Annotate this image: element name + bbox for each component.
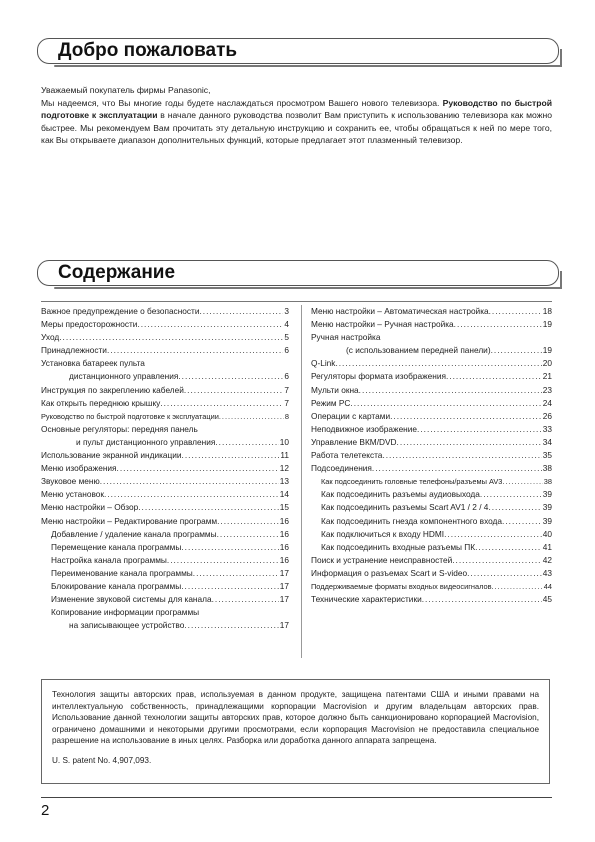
toc-leader-dots (217, 515, 279, 528)
toc-entry-page: 41 (542, 541, 552, 552)
toc-right-column (311, 305, 552, 606)
toc-leader-dots (100, 475, 279, 488)
toc-leader-dots (446, 370, 542, 383)
toc-entry-page: 3 (284, 306, 289, 316)
toc-entry-page: 15 (279, 502, 289, 513)
toc-entry-title: Изменение звуковой системы для канала (51, 594, 212, 605)
toc-leader-dots (372, 462, 542, 475)
toc-entry (41, 619, 289, 632)
toc-entry (41, 410, 289, 423)
toc-entry-page: 39 (542, 515, 552, 526)
toc-entry (41, 475, 289, 488)
toc-leader-dots (350, 397, 541, 410)
toc-entry-title: Установка батареек пульта (41, 358, 145, 369)
toc-entry (41, 423, 289, 436)
toc-entry-page: 17 (279, 567, 289, 578)
toc-entry-title: (с использованием передней панели) (346, 345, 491, 356)
toc-leader-dots (454, 318, 542, 331)
toc-leader-dots (382, 449, 541, 462)
toc-entry (311, 397, 552, 410)
toc-leader-dots (193, 567, 279, 580)
toc-entry-title: Настройка канала программы (51, 554, 167, 565)
toc-entry-page: 19 (542, 319, 552, 330)
toc-leader-dots (467, 567, 542, 580)
toc-entry-title: Как подсоединить входные разъемы ПК (321, 541, 476, 552)
toc-entry-title: Как подсоединить разъемы аудиовыхода (321, 489, 480, 500)
toc-entry-page: 17 (279, 620, 289, 631)
toc-entry (41, 436, 289, 449)
toc-entry-title: Режим PC (311, 397, 351, 408)
toc-entry-title: Q-Link (311, 358, 336, 369)
toc-entry-title: Принадлежности (41, 345, 107, 356)
toc-leader-dots (475, 541, 542, 554)
toc-entry (41, 449, 289, 462)
toc-entry (311, 370, 552, 383)
toc-entry-page: 16 (279, 515, 289, 526)
toc-leader-dots (417, 423, 542, 436)
toc-entry-page: 16 (279, 528, 289, 539)
toc-entry-title: Как открыть переднюю крышку (41, 397, 161, 408)
toc-entry-page: 6 (284, 371, 289, 382)
toc-entry-page: 13 (279, 476, 289, 487)
toc-entry (311, 515, 552, 528)
toc-entry-page: 38 (543, 477, 552, 487)
toc-entry-page: 19 (542, 345, 552, 356)
toc-entry (311, 305, 552, 318)
quick-guide-emphasis: Руководство по быстрой подготовке к эксплуатации (41, 97, 552, 121)
toc-entry-title: Переименование канала программы (51, 567, 193, 578)
toc-entry-page: 33 (542, 423, 552, 434)
toc-leader-dots (397, 436, 542, 449)
toc-entry (41, 528, 289, 541)
toc-leader-dots (107, 344, 283, 357)
toc-entry-page: 39 (542, 489, 552, 500)
toc-entry-page: 24 (542, 397, 552, 408)
toc-entry (311, 528, 552, 541)
toc-entry-title: Поиск и устранение неисправностей (311, 554, 453, 565)
toc-entry-page: 42 (542, 554, 552, 565)
welcome-text (41, 84, 552, 147)
toc-entry (41, 462, 289, 475)
contents-header (37, 260, 559, 286)
page-number: 2 (41, 802, 50, 819)
welcome-title: Добро пожаловать (58, 40, 238, 61)
toc-entry-page: 14 (279, 489, 289, 500)
toc-entry (311, 384, 552, 397)
toc-entry-title: Работа телетекста (311, 450, 383, 461)
toc-entry (311, 436, 552, 449)
toc-entry-title: Меню настройки – Автоматическая настройка (311, 306, 489, 316)
toc-entry-page: 4 (284, 319, 289, 330)
copyright-notice (41, 679, 550, 784)
toc-leader-dots (491, 344, 542, 357)
toc-leader-dots (181, 580, 279, 593)
toc-leader-dots (178, 370, 283, 383)
toc-entry-title: Как подсоединить головные телефоны/разъемы AV3 (321, 477, 503, 487)
toc-entry-page: 18 (542, 306, 552, 316)
toc-entry (311, 541, 552, 554)
toc-entry-title: Меры предосторожности (41, 319, 138, 330)
toc-leader-dots (138, 501, 279, 514)
toc-entry-page: 43 (542, 567, 552, 578)
toc-leader-dots (492, 580, 543, 593)
toc-entry-title: Ручная настройка (311, 332, 381, 343)
toc-leader-dots (390, 410, 542, 423)
toc-leader-dots (217, 528, 279, 541)
toc-entry-page: 17 (279, 594, 289, 605)
toc-entry (41, 580, 289, 593)
toc-entry (311, 580, 552, 593)
toc-entry-title: Информация о разъемах Scart и S-video (311, 567, 468, 578)
welcome-greeting: Уважаемый покупатель фирмы Panasonic, (41, 85, 211, 95)
toc-entry-title: на записывающее устройство (69, 620, 185, 631)
toc-entry (311, 462, 552, 475)
toc-entry (41, 397, 289, 410)
toc-entry-title: Операции с картами (311, 410, 391, 421)
toc-entry-page: 5 (284, 332, 289, 343)
toc-entry (311, 331, 552, 344)
toc-entry-title: Меню настройки – Ручная настройка (311, 319, 454, 330)
toc-entry-title: Инструкция по закреплению кабелей (41, 384, 184, 395)
toc-entry-title: Как подсоединить гнезда компонентного входа (321, 515, 503, 526)
toc-entry-page: 7 (284, 384, 289, 395)
toc-leader-dots (181, 541, 278, 554)
toc-entry (41, 541, 289, 554)
toc-leader-dots (489, 305, 542, 318)
toc-entry (41, 593, 289, 606)
toc-entry-title: Регуляторы формата изображения (311, 371, 446, 382)
toc-entry (311, 554, 552, 567)
toc-leader-dots (359, 384, 542, 397)
toc-entry-page: 17 (279, 580, 289, 591)
toc-entry (311, 344, 552, 357)
toc-leader-dots (104, 488, 279, 501)
toc-entry-page: 10 (279, 436, 289, 447)
toc-leader-dots (212, 593, 279, 606)
toc-entry-title: Меню настройки – Редактирование программ (41, 515, 218, 526)
welcome-header (37, 38, 559, 64)
toc-entry-page: 16 (279, 541, 289, 552)
toc-entry-title: Блокирование канала программы (51, 580, 182, 591)
toc-entry-title: Основные регуляторы: передняя панель (41, 423, 198, 434)
toc-entry (311, 501, 552, 514)
toc-entry-title: Уход (41, 332, 60, 343)
toc-entry (41, 344, 289, 357)
patent-number: U. S. patent No. 4,907,093. (52, 755, 152, 765)
toc-entry-page: 35 (542, 450, 552, 461)
toc-entry-title: Звуковое меню (41, 476, 100, 487)
toc-entry (311, 357, 552, 370)
toc-left-column (41, 305, 289, 632)
toc-entry (41, 357, 289, 370)
toc-entry-page: 38 (542, 463, 552, 474)
toc-entry-page: 12 (279, 463, 289, 474)
toc-entry-page: 6 (284, 345, 289, 356)
toc-entry-page: 7 (284, 397, 289, 408)
toc-entry (311, 567, 552, 580)
toc-entry (311, 423, 552, 436)
toc-entry (41, 331, 289, 344)
toc-entry-page: 39 (542, 502, 552, 513)
toc-leader-dots (167, 554, 279, 567)
contents-title: Содержание (58, 262, 176, 283)
toc-leader-dots (137, 318, 283, 331)
toc-entry-page: 45 (542, 594, 552, 605)
toc-entry-title: и пульт дистанционного управления (76, 436, 216, 447)
toc-entry-page: 34 (542, 436, 552, 447)
toc-entry-title: Меню изображения (41, 463, 117, 474)
toc-entry (311, 475, 552, 488)
toc-leader-dots (480, 488, 542, 501)
toc-leader-dots (184, 384, 284, 397)
toc-entry-page: 23 (542, 384, 552, 395)
toc-entry-title: дистанционного управления (69, 371, 179, 382)
toc-entry-page: 26 (542, 410, 552, 421)
toc-column-divider (301, 305, 302, 658)
toc-leader-dots (502, 475, 542, 488)
toc-entry (41, 384, 289, 397)
toc-entry-title: Управление ВКМ/DVD (311, 436, 397, 447)
toc-leader-dots (488, 501, 541, 514)
toc-leader-dots (335, 357, 541, 370)
toc-entry-title: Мульти окна (311, 384, 359, 395)
toc-entry (41, 501, 289, 514)
toc-entry-page: 21 (542, 371, 552, 382)
toc-leader-dots (219, 410, 284, 423)
toc-leader-dots (215, 436, 278, 449)
toc-entry-title: Меню настройки – Обзор (41, 502, 139, 513)
toc-entry (311, 449, 552, 462)
toc-entry (311, 410, 552, 423)
toc-leader-dots (422, 593, 542, 606)
toc-entry-title: Как подсоединить разъемы Scart AV1 / 2 / 4 (321, 502, 489, 513)
toc-entry-title: Важное предупреждение о безопасности (41, 306, 200, 316)
toc-top-rule (41, 301, 552, 302)
toc-leader-dots (160, 397, 283, 410)
toc-entry (41, 606, 289, 619)
toc-leader-dots (444, 528, 542, 541)
toc-entry (311, 318, 552, 331)
copyright-text: Технология защиты авторских прав, используемая в данном продукте, защищена патентами США и иными правами на интеллектуальную собственность, принадлежащими корпорации Macrovision и другим владельцам авторских прав. Использование данной технологии защиты авторских прав, которое должно быть санкционировано корпорацией Macrovision, ограничено домашними и некоторыми другими просмотрами, если корпорация Macrovision не предоставила специальное разрешение на использование в иных целях. Разборка или доработка данного аппарата запрещена. (52, 690, 539, 746)
toc-entry (41, 515, 289, 528)
toc-entry (311, 593, 552, 606)
toc-leader-dots (452, 554, 542, 567)
toc-entry-title: Меню установок (41, 489, 105, 500)
toc-entry-title: Использование экранной индикации (41, 450, 182, 461)
footer-rule (41, 797, 552, 798)
toc-entry (41, 554, 289, 567)
toc-entry (41, 370, 289, 383)
toc-leader-dots (184, 619, 278, 632)
toc-entry (41, 488, 289, 501)
toc-leader-dots (59, 331, 283, 344)
toc-leader-dots (182, 449, 280, 462)
welcome-body: Мы надеемся, что Вы многие годы будете наслаждаться просмотром Вашего нового телевизора. Руководство по быстрой подготовке к эксплуатации в начале данного руководства позволит Вам приступить к использованию телевизора как можно быстрее. Мы рекомендуем Вам прочитать эту детальную инструкцию и сохранить ее, чтобы обращаться к ней по мере того, как Вы открываете диапазон дополнительных функций, которые предлагает этот плазменный телевизор. (41, 97, 553, 146)
toc-entry (41, 305, 289, 318)
toc-entry-page: 11 (280, 450, 289, 461)
toc-entry (311, 488, 552, 501)
toc-entry-title: Поддерживаемые форматы входных видеосигналов (311, 581, 492, 591)
toc-entry-title: Добавление / удаление канала программы (51, 528, 217, 539)
toc-entry-title: Технические характеристики (311, 594, 422, 605)
toc-entry-page: 20 (542, 358, 552, 369)
toc-entry-page: 16 (279, 554, 289, 565)
toc-entry (41, 567, 289, 580)
toc-entry-title: Копирование информации программы (51, 607, 200, 618)
toc-entry (41, 318, 289, 331)
toc-entry-page: 44 (543, 581, 552, 591)
toc-leader-dots (117, 462, 279, 475)
toc-entry-title: Подсоединения (311, 463, 372, 474)
toc-entry-title: Как подключиться к входу HDMI (321, 528, 445, 539)
toc-leader-dots (199, 305, 283, 318)
toc-entry-title: Перемещение канала программы (51, 541, 182, 552)
toc-entry-page: 8 (284, 411, 289, 421)
toc-entry-title: Руководство по быстрой подготовке к эксплуатации (41, 411, 219, 421)
toc-leader-dots (502, 515, 542, 528)
toc-entry-title: Неподвижное изображение (311, 423, 418, 434)
toc-entry-page: 40 (542, 528, 552, 539)
